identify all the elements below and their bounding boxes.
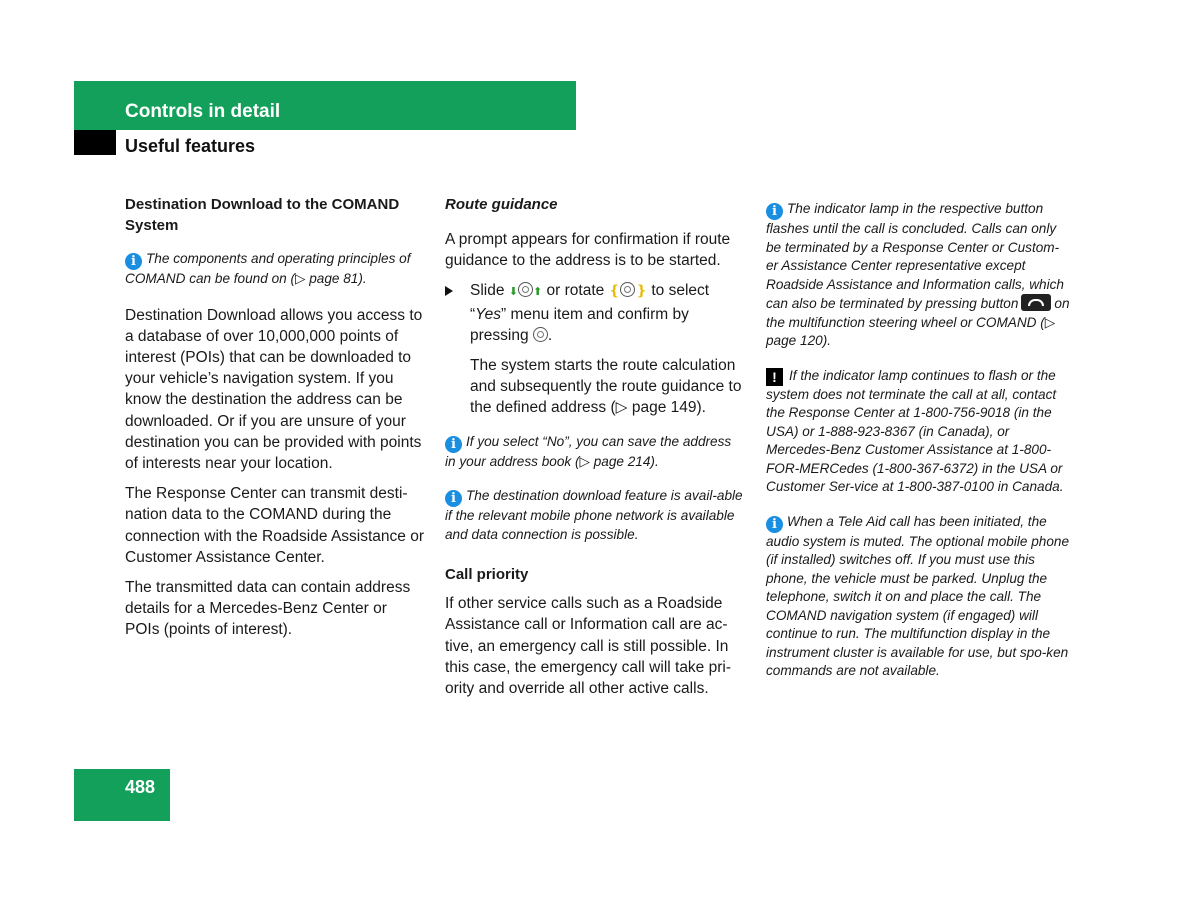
- phone-end-button-icon: [1021, 294, 1051, 311]
- route-guidance-heading: Route guidance: [445, 196, 558, 213]
- instruction-text: .: [547, 326, 553, 344]
- note-text: If you select “No”, you can save the address in your address book (▷ page 214).: [445, 433, 732, 469]
- chapter-title: Controls in detail: [125, 101, 281, 122]
- info-icon: i: [445, 436, 462, 453]
- warning-indicator-flash: [766, 367, 1070, 497]
- instruction-text: “: [470, 305, 476, 323]
- paragraph: The Response Center can transmit desti-nation data to the COMAND during the connection with the Roadside Assistance or Customer Assistance Center.: [125, 485, 424, 566]
- paragraph: Destination Download allows you access to a database of over 10,000,000 points of interest (POIs) that can be downloaded to your vehicle’s navigation system. If you know the destination the address can be downloaded. Or if you are unsure of your destination you can be provided with points of interests near your location.: [125, 306, 423, 472]
- note-text: The destination download feature is avail-able if the relevant mobile phone network is available and data connection is possible.: [445, 488, 743, 542]
- note-text: The indicator lamp in the respective button flashes until the call is concluded. Calls can only be terminated by a Response Center or Custom-er Assistance Center representative except Roadside Assistance and Information calls, which can also be terminated by pressing button: [766, 201, 1064, 311]
- paragraph: The system starts the route calculation and subsequently the route guidance to the defined address (▷ page 149).: [470, 357, 742, 417]
- note-text: The components and operating principles of COMAND can be found on (▷ page 81).: [125, 251, 411, 286]
- section-tab-marker: [74, 130, 116, 155]
- note-indicator-lamp: [766, 200, 1070, 351]
- slide-controller-icon: ⬇ ⬆: [509, 280, 542, 303]
- note-text: When a Tele Aid call has been initiated, the audio system is muted. The optional mobile phone (if installed) switches off. If you must use this phone, the vehicle must be parked. Unplug the telephone, switch it on and place the call. The COMAND navigation system (if engaged) will continue to run. The multifunction display in the instrument cluster is available for use, but spo-ken commands are not available.: [766, 513, 1070, 678]
- warning-text: If the indicator lamp continues to flash or the system does not terminate the call at all, contact the Response Center at 1-800-756-9018 (in the USA) or 1-888-923-8367 (in Canada), or Mercedes-Benz Customer Assistance at 1-800-FOR-MERCedes (1-800-367-6372) in the USA or Customer Ser-vice at 1-800-387-0100 in Canada.: [766, 367, 1064, 494]
- instruction-text: or rotate: [546, 282, 605, 300]
- page-number-box: [74, 769, 170, 821]
- instruction-text: ” menu item and confirm by pressing: [470, 305, 689, 344]
- call-priority-heading: Call priority: [445, 566, 529, 584]
- header-band: [74, 81, 576, 130]
- paragraph: A prompt appears for confirmation if route guidance to the address is to be started.: [445, 231, 731, 270]
- note-download-availability: [445, 487, 745, 544]
- yes-menu-item-text: Yes: [475, 305, 502, 323]
- rotate-controller-icon: ❴ ❵: [608, 282, 648, 299]
- note-text: on the multifunction steering wheel or COMAND (▷ page 120).: [766, 296, 1070, 348]
- section-title: Useful features: [125, 136, 256, 156]
- instruction-text: to select: [651, 282, 710, 300]
- instruction-text: Slide: [470, 282, 505, 300]
- page-number: 488: [125, 777, 156, 797]
- column-2: [445, 194, 745, 708]
- bullet-arrow-icon: [445, 286, 453, 296]
- column-3: [766, 200, 1070, 697]
- instruction-step: [445, 280, 745, 346]
- note-tele-aid: [766, 513, 1070, 681]
- press-controller-icon: [533, 325, 548, 346]
- note-components: [125, 250, 425, 289]
- info-icon: i: [766, 203, 783, 220]
- info-icon: i: [125, 253, 142, 270]
- column-1: [125, 194, 425, 650]
- info-icon: i: [445, 490, 462, 507]
- info-icon: i: [766, 516, 783, 533]
- paragraph: The transmitted data can contain address details for a Mercedes-Benz Center or POIs (points of interest).: [125, 578, 411, 639]
- warning-icon: !: [766, 368, 783, 386]
- paragraph: If other service calls such as a Roadside Assistance call or Information call are ac-tive, an emergency call is still possible. In this case, the emergency call will take pri-ority and override all other active calls.: [445, 595, 732, 697]
- note-save-address: [445, 433, 745, 472]
- destination-download-heading: Destination Download to the COMAND System: [125, 196, 400, 234]
